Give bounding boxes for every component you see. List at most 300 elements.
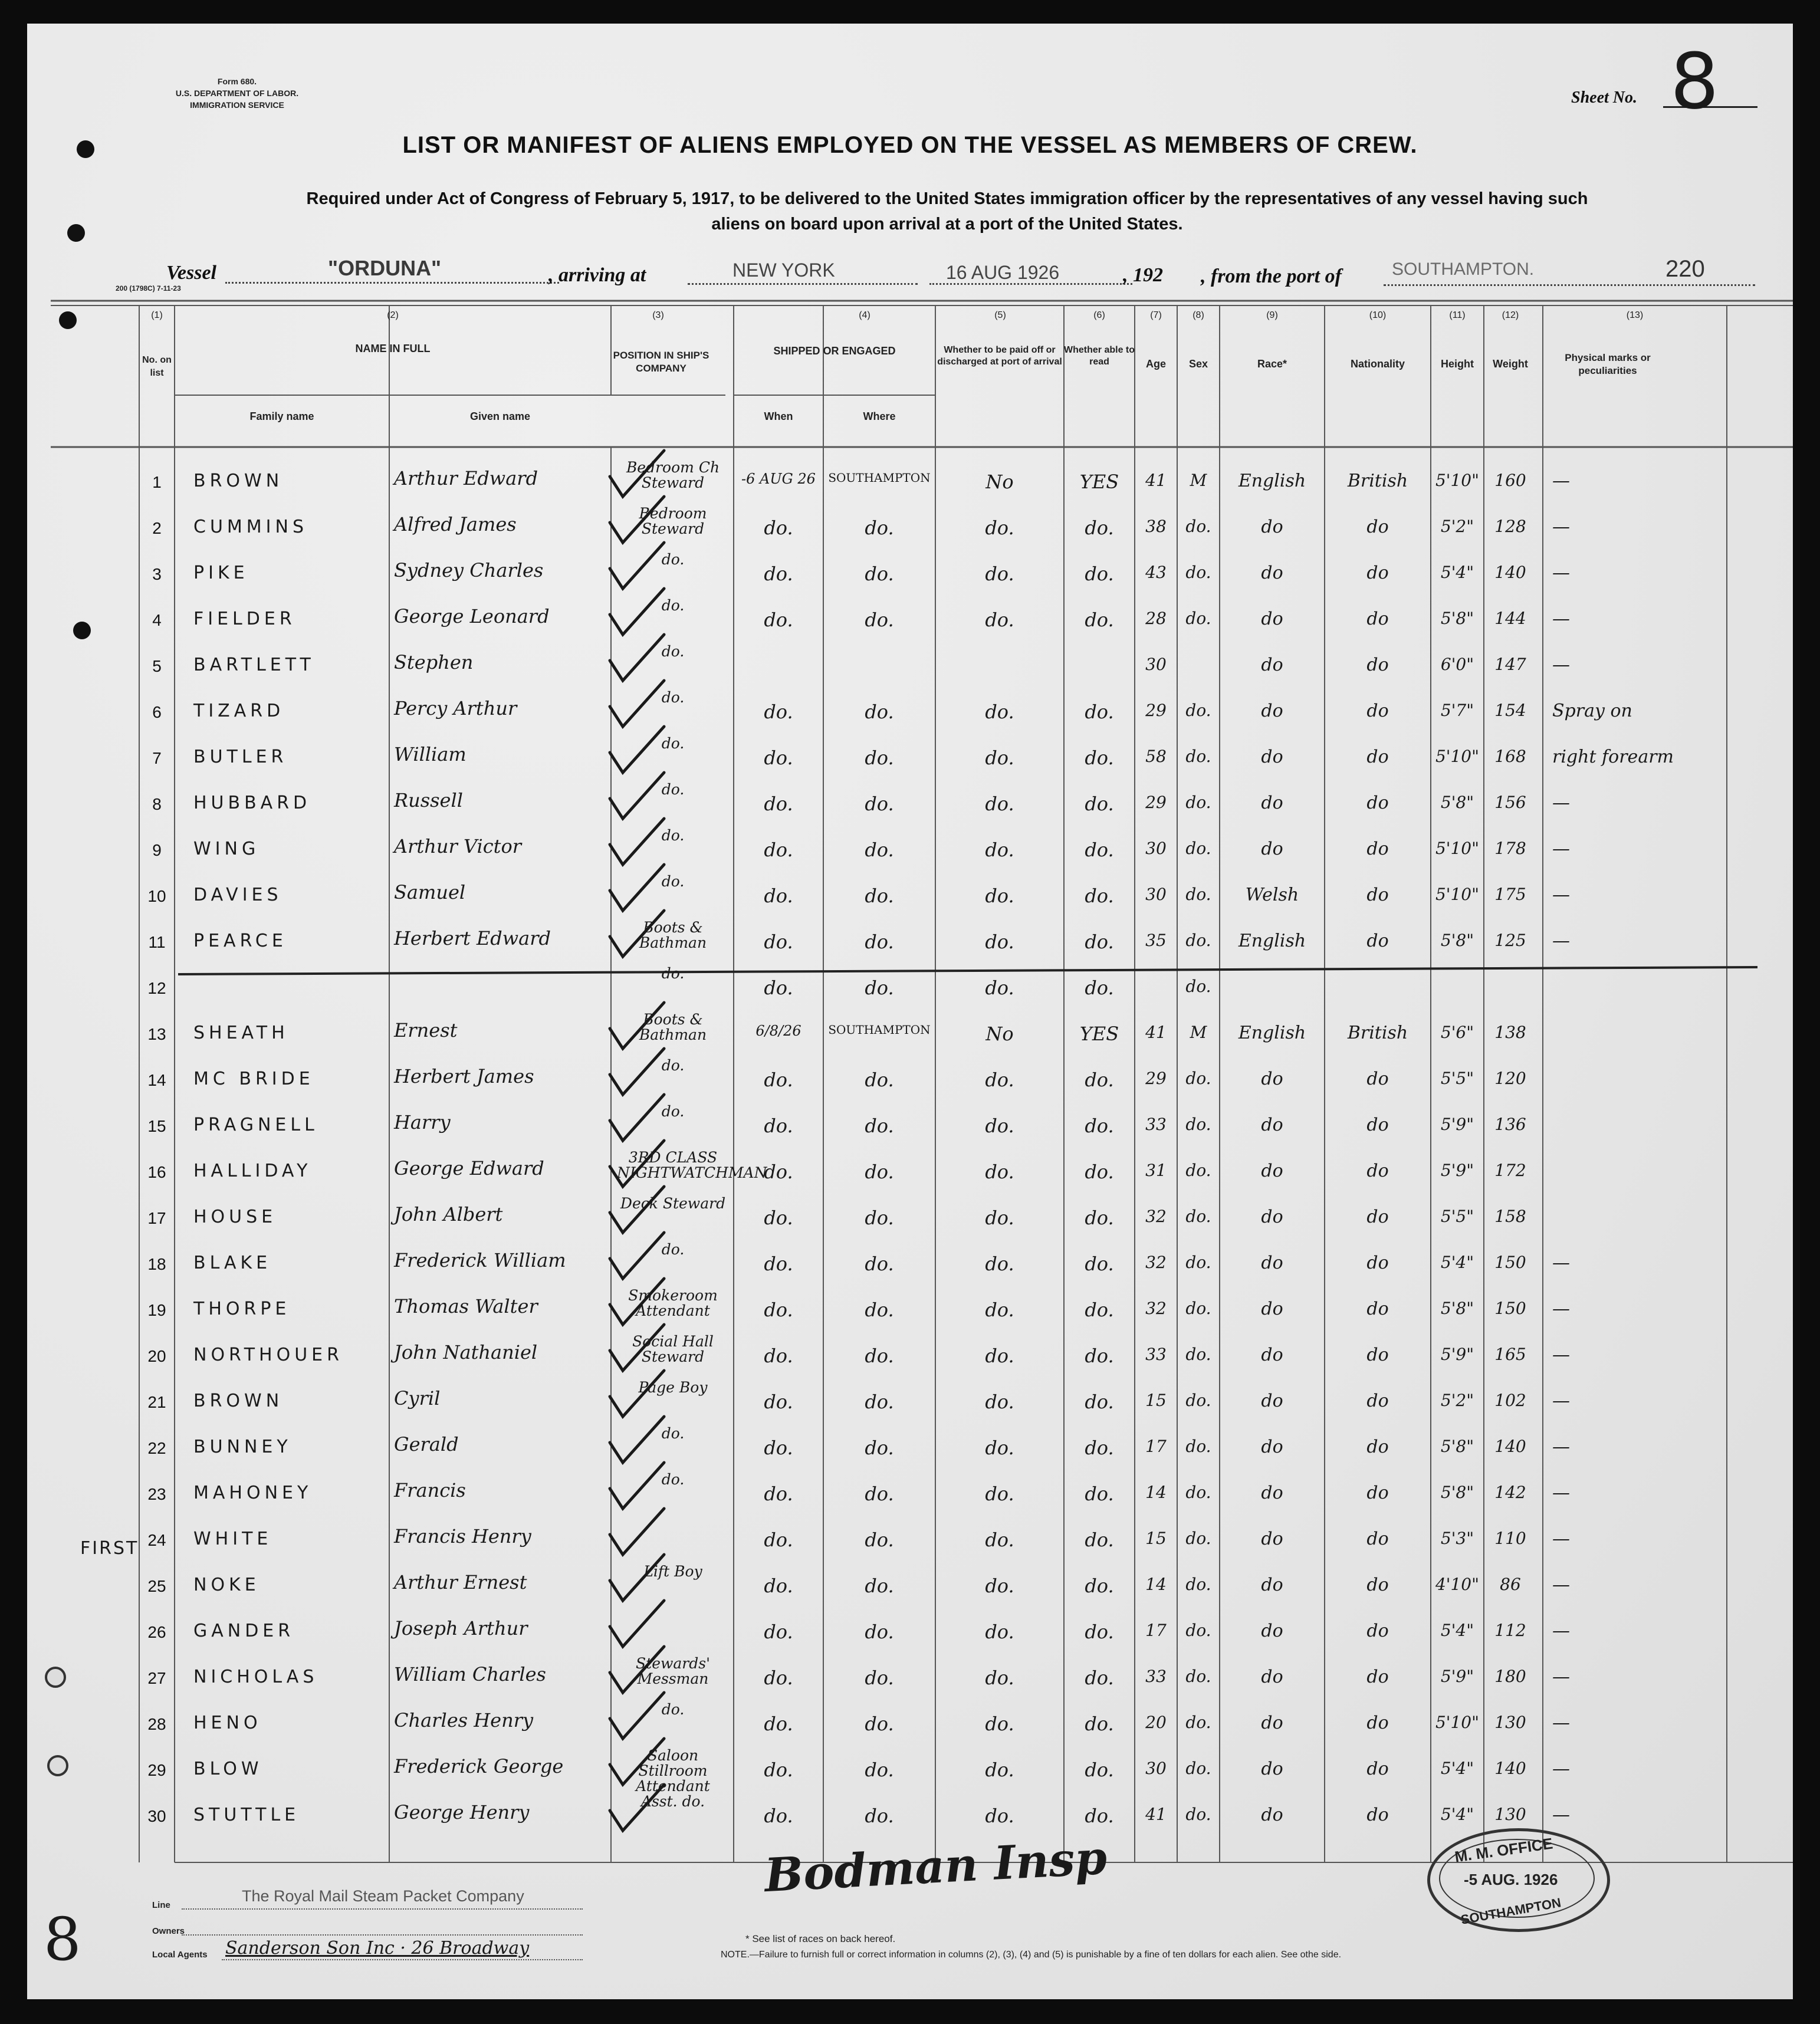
- nationality: British: [1347, 471, 1408, 491]
- race: do: [1261, 1253, 1283, 1273]
- weight: 120: [1494, 1069, 1526, 1088]
- age: 30: [1145, 885, 1167, 904]
- physical-marks: —: [1552, 931, 1570, 951]
- penalty-note: NOTE.—Failure to furnish full or correct information in columns (2), (3), (4) and (5) is punishable by a fine of ten dollars for each alien. See othe side.: [721, 1950, 1342, 1960]
- shipped-where: do.: [865, 517, 894, 539]
- check-marks: [576, 436, 699, 1840]
- position: do.: [661, 965, 685, 982]
- race: do: [1261, 747, 1283, 767]
- able-to-read: do.: [1085, 1621, 1114, 1643]
- given-name: Harry: [394, 1111, 451, 1133]
- shipped-when: do.: [764, 1345, 793, 1367]
- height: 5'4": [1440, 1621, 1474, 1640]
- height: 5'5": [1440, 1207, 1474, 1226]
- line-value: The Royal Mail Steam Packet Company: [242, 1887, 524, 1905]
- paid-off: do.: [985, 885, 1014, 907]
- sheet-number-footer: 8: [44, 1905, 81, 1974]
- height: 4'10": [1435, 1575, 1480, 1594]
- subtitle-line: Required under Act of Congress of February 5, 1917, to be delivered to the United States immigration officer by the representatives of any vessel having such: [306, 189, 1588, 208]
- age: 33: [1145, 1115, 1167, 1134]
- position: do.: [661, 781, 685, 798]
- position: do.: [661, 551, 685, 568]
- nationality: do: [1366, 1253, 1389, 1273]
- check-mark: [610, 911, 664, 957]
- sex: do.: [1185, 747, 1211, 766]
- sex: do.: [1185, 1759, 1211, 1778]
- column-number: (2): [387, 310, 399, 320]
- shipped-when: do.: [764, 977, 793, 999]
- age: 15: [1145, 1529, 1167, 1548]
- nationality: do: [1366, 1161, 1389, 1181]
- shipped-where: do.: [865, 1253, 894, 1275]
- header-when: When: [764, 410, 793, 422]
- nationality: do: [1366, 701, 1389, 721]
- races-note: * See list of races on back hereof.: [745, 1933, 896, 1944]
- race: English: [1238, 471, 1306, 491]
- nationality: do: [1366, 1299, 1389, 1319]
- position: do.: [661, 735, 685, 752]
- height: 5'4": [1440, 1805, 1474, 1824]
- local-agents: Sanderson Son Inc · 26 Broadway: [225, 1938, 530, 1959]
- shipped-when: do.: [764, 1575, 793, 1597]
- column-number: (11): [1449, 310, 1466, 320]
- weight: 136: [1494, 1115, 1526, 1134]
- paid-off: do.: [985, 1713, 1014, 1735]
- check-mark: [610, 1141, 664, 1187]
- sex: do.: [1185, 1575, 1211, 1594]
- age: 32: [1145, 1299, 1167, 1318]
- weight: 140: [1494, 1759, 1526, 1778]
- given-name: Cyril: [394, 1387, 441, 1409]
- stamp-top: M. M. OFFICE: [1453, 1834, 1554, 1866]
- physical-marks: —: [1552, 1345, 1570, 1365]
- column-number: (8): [1192, 310, 1204, 320]
- stamp-date: -5 AUG. 1926: [1464, 1871, 1558, 1888]
- shipped-when: do.: [764, 1805, 793, 1827]
- age: 28: [1145, 609, 1167, 628]
- nationality: do: [1366, 1667, 1389, 1687]
- height: 5'3": [1440, 1529, 1474, 1548]
- shipped-when: do.: [764, 1253, 793, 1275]
- shipped-where: SOUTHAMPTON: [828, 1023, 931, 1037]
- physical-marks: —: [1552, 471, 1570, 491]
- race: do: [1261, 701, 1283, 721]
- position: Saloon Stillroom Attendant: [636, 1747, 710, 1795]
- shipped-when: do.: [764, 839, 793, 861]
- shipped-where: do.: [865, 931, 894, 953]
- check-mark: [610, 1095, 664, 1141]
- paid-off: do.: [985, 609, 1014, 631]
- physical-marks: —: [1552, 1575, 1570, 1595]
- row-number: 4: [152, 611, 162, 629]
- sex: do.: [1185, 1161, 1211, 1180]
- height: 5'6": [1440, 1023, 1474, 1042]
- height: 5'2": [1440, 517, 1474, 536]
- row-number: 27: [147, 1669, 166, 1687]
- paid-off: do.: [985, 563, 1014, 585]
- row-number: 10: [147, 887, 166, 905]
- able-to-read: do.: [1085, 563, 1114, 585]
- paid-off: do.: [985, 1161, 1014, 1183]
- paid-off: do.: [985, 1759, 1014, 1781]
- check-mark: [610, 589, 664, 635]
- family-name: SHEATH: [193, 1023, 289, 1043]
- able-to-read: do.: [1085, 1437, 1114, 1459]
- nationality: do: [1366, 1115, 1389, 1135]
- shipped-where: do.: [865, 1759, 894, 1781]
- age: 58: [1145, 747, 1167, 766]
- department: U.S. DEPARTMENT OF LABOR.: [175, 88, 299, 98]
- family-name: NOKE: [193, 1575, 260, 1595]
- header-position: POSITION IN SHIP'S COMPANY: [613, 350, 709, 374]
- able-to-read: do.: [1085, 1207, 1114, 1229]
- shipped-where: do.: [865, 839, 894, 861]
- height: 5'8": [1440, 609, 1474, 628]
- check-mark: [610, 727, 664, 773]
- family-name: TIZARD: [193, 701, 285, 721]
- given-name: Russell: [394, 789, 463, 811]
- height: 5'10": [1435, 471, 1480, 490]
- header-name-in-full: NAME IN FULL: [355, 343, 431, 354]
- position: Asst. do.: [640, 1793, 705, 1810]
- shipped-when: do.: [764, 885, 793, 907]
- check-mark: [610, 865, 664, 911]
- sex: do.: [1185, 609, 1211, 628]
- row-number: 24: [147, 1531, 166, 1549]
- weight: 140: [1494, 563, 1526, 582]
- row-number: 8: [152, 795, 162, 813]
- position: do.: [661, 1701, 685, 1718]
- age: 30: [1145, 655, 1167, 674]
- family-name: BUNNEY: [193, 1437, 292, 1457]
- family-name: DAVIES: [193, 885, 282, 905]
- given-name: Joseph Arthur: [394, 1617, 528, 1639]
- given-name: Arthur Edward: [394, 467, 538, 489]
- check-mark: [610, 1693, 664, 1739]
- header-family-name: Family name: [249, 410, 314, 422]
- shipped-when: do.: [764, 1713, 793, 1735]
- check-mark: [610, 819, 664, 865]
- shipped-where: do.: [865, 1299, 894, 1321]
- given-name: Francis Henry: [394, 1525, 531, 1547]
- position: do.: [661, 1425, 685, 1442]
- age: 35: [1145, 931, 1167, 950]
- paid-off: do.: [985, 701, 1014, 723]
- physical-marks: —: [1552, 1621, 1570, 1641]
- column-number: (4): [859, 310, 870, 320]
- race: do: [1261, 1161, 1283, 1181]
- race: do: [1261, 1713, 1283, 1733]
- column-number: (6): [1093, 310, 1105, 320]
- weight: 110: [1494, 1529, 1526, 1548]
- physical-marks: right forearm: [1552, 747, 1674, 767]
- sex: do.: [1185, 1391, 1211, 1410]
- line-label: Line: [152, 1900, 170, 1910]
- weight: 150: [1494, 1299, 1526, 1318]
- weight: 130: [1494, 1805, 1526, 1824]
- shipped-where: do.: [865, 1575, 894, 1597]
- header-age: Age: [1145, 358, 1166, 370]
- sex: do.: [1185, 839, 1211, 858]
- shipped-where: do.: [865, 1667, 894, 1689]
- physical-marks: —: [1552, 793, 1570, 813]
- able-to-read: do.: [1085, 1759, 1114, 1781]
- nationality: do: [1366, 747, 1389, 767]
- age: 29: [1145, 793, 1167, 812]
- height: 5'8": [1440, 793, 1474, 812]
- family-name: PEARCE: [193, 931, 287, 951]
- sex: do.: [1185, 931, 1211, 950]
- paid-off: do.: [985, 1391, 1014, 1413]
- given-name: George Henry: [394, 1801, 530, 1823]
- shipped-when: do.: [764, 1161, 793, 1183]
- check-mark: [610, 1601, 664, 1647]
- able-to-read: do.: [1085, 1115, 1114, 1137]
- paid-off: do.: [985, 1069, 1014, 1091]
- race: English: [1238, 931, 1306, 951]
- shipped-when: do.: [764, 1299, 793, 1321]
- service: IMMIGRATION SERVICE: [190, 100, 284, 110]
- shipped-when: do.: [764, 1759, 793, 1781]
- nationality: do: [1366, 609, 1389, 629]
- given-name: Percy Arthur: [394, 697, 517, 719]
- paid-off: do.: [985, 1345, 1014, 1367]
- able-to-read: do.: [1085, 1483, 1114, 1505]
- family-name: PRAGNELL: [193, 1115, 318, 1135]
- header-where: Where: [863, 410, 896, 422]
- row-number: 30: [147, 1807, 166, 1825]
- header-weight: Weight: [1493, 358, 1528, 370]
- family-name: WHITE: [193, 1529, 272, 1549]
- row-number: 2: [152, 519, 162, 537]
- nationality: do: [1366, 931, 1389, 951]
- passenger-count: 220: [1665, 256, 1705, 282]
- row-number: 1: [152, 473, 162, 491]
- weight: 112: [1494, 1621, 1526, 1640]
- physical-marks: —: [1552, 517, 1570, 537]
- weight: 142: [1494, 1483, 1526, 1502]
- family-name: NORTHOUER: [193, 1345, 343, 1365]
- position: do.: [661, 597, 685, 614]
- height: 5'9": [1440, 1115, 1474, 1134]
- given-name: Stephen: [394, 651, 474, 673]
- family-name: BROWN: [193, 471, 284, 491]
- agents-label: Local Agents: [152, 1950, 208, 1960]
- row-number: 5: [152, 657, 162, 675]
- shipped-where: do.: [865, 1115, 894, 1137]
- able-to-read: do.: [1085, 1667, 1114, 1689]
- position: Bedroom Ch Steward: [626, 459, 720, 491]
- sex: do.: [1185, 1621, 1211, 1640]
- nationality: do: [1366, 1621, 1389, 1641]
- height: 5'10": [1435, 1713, 1480, 1732]
- check-mark: [610, 451, 664, 497]
- shipped-where: do.: [865, 747, 894, 769]
- position: Social Hall Steward: [632, 1333, 714, 1365]
- given-name: Thomas Walter: [394, 1295, 538, 1317]
- position: do.: [661, 827, 685, 844]
- owners-underline: [182, 1934, 583, 1936]
- sex: do.: [1185, 885, 1211, 904]
- able-to-read: do.: [1085, 701, 1114, 723]
- shipped-where: do.: [865, 1069, 894, 1091]
- paid-off: do.: [985, 1621, 1014, 1643]
- paid-off: do.: [985, 1207, 1014, 1229]
- family-name: BLOW: [193, 1759, 263, 1779]
- physical-marks: —: [1552, 1805, 1570, 1825]
- family-name: NICHOLAS: [193, 1667, 318, 1687]
- check-mark: [610, 1371, 664, 1417]
- race: do: [1261, 1759, 1283, 1779]
- height: 5'4": [1440, 563, 1474, 582]
- age: 30: [1145, 839, 1167, 858]
- race: Welsh: [1245, 885, 1299, 905]
- margin-first: FIRST: [80, 1538, 139, 1559]
- sex: do.: [1185, 1115, 1211, 1134]
- nationality: do: [1366, 1345, 1389, 1365]
- shipped-when: do.: [764, 1667, 793, 1689]
- from-port: SOUTHAMPTON.: [1392, 259, 1535, 279]
- shipped-when: do.: [764, 1621, 793, 1643]
- sheet-number: 8: [1670, 37, 1719, 126]
- sex: do.: [1185, 1483, 1211, 1502]
- position: do.: [661, 643, 685, 660]
- paid-off: do.: [985, 1253, 1014, 1275]
- shipped-where: do.: [865, 701, 894, 723]
- able-to-read: do.: [1085, 1575, 1114, 1597]
- race: do: [1261, 793, 1283, 813]
- column-number: (1): [151, 310, 163, 320]
- nationality: do: [1366, 1437, 1389, 1457]
- physical-marks: —: [1552, 563, 1570, 583]
- able-to-read: do.: [1085, 1713, 1114, 1735]
- able-to-read: do.: [1085, 1161, 1114, 1183]
- nationality: do: [1366, 1391, 1389, 1411]
- nationality: do: [1366, 655, 1389, 675]
- check-mark: [610, 681, 664, 727]
- shipped-when: do.: [764, 1437, 793, 1459]
- check-mark: [610, 773, 664, 819]
- sex: do.: [1185, 1529, 1211, 1548]
- age: 41: [1145, 471, 1167, 490]
- shipped-when: do.: [764, 931, 793, 953]
- paid-off: do.: [985, 747, 1014, 769]
- race: do: [1261, 1667, 1283, 1687]
- race: do: [1261, 839, 1283, 859]
- check-mark: [610, 497, 664, 543]
- position: Deck Steward: [620, 1195, 726, 1212]
- race: do: [1261, 1437, 1283, 1457]
- family-name: STUTTLE: [193, 1805, 300, 1825]
- race: do: [1261, 1805, 1283, 1825]
- shipped-when: do.: [764, 793, 793, 815]
- shipped-where: do.: [865, 1345, 894, 1367]
- given-name: Sydney Charles: [394, 559, 544, 581]
- paid-off: do.: [985, 931, 1014, 953]
- shipped-when: 6/8/26: [755, 1023, 801, 1039]
- height: 5'9": [1440, 1345, 1474, 1364]
- position: Bedroom Steward: [639, 505, 707, 537]
- shipped-where: do.: [865, 609, 894, 631]
- able-to-read: do.: [1085, 839, 1114, 861]
- given-name: Arthur Ernest: [394, 1571, 527, 1593]
- column-number: (13): [1626, 310, 1644, 320]
- nationality: do: [1366, 1759, 1389, 1779]
- weight: 175: [1494, 885, 1526, 904]
- family-name: HENO: [193, 1713, 262, 1733]
- given-name: John Albert: [394, 1203, 503, 1225]
- race: do: [1261, 1115, 1283, 1135]
- race: do: [1261, 1391, 1283, 1411]
- weight: 165: [1494, 1345, 1526, 1364]
- check-mark: [610, 1739, 664, 1785]
- shipped-when: do.: [764, 563, 793, 585]
- form-number: Form 680.: [217, 77, 257, 86]
- age: 14: [1145, 1575, 1167, 1594]
- age: 38: [1145, 517, 1167, 536]
- check-mark: [610, 1647, 664, 1693]
- weight: 102: [1494, 1391, 1526, 1410]
- able-to-read: do.: [1085, 1529, 1114, 1551]
- row-number: 29: [147, 1761, 166, 1779]
- check-mark: [610, 1279, 664, 1325]
- family-name: WING: [193, 839, 260, 859]
- header-physical-marks: Physical marks or peculiarities: [1565, 352, 1651, 376]
- paid-off: do.: [985, 793, 1014, 815]
- sex: do.: [1185, 1805, 1211, 1824]
- arriving-label: , arriving at: [548, 264, 646, 286]
- family-name: BROWN: [193, 1391, 284, 1411]
- given-name: Herbert Edward: [394, 927, 551, 949]
- row-number: 9: [152, 841, 162, 859]
- row-number: 19: [147, 1301, 166, 1319]
- check-mark: [610, 543, 664, 589]
- weight: 158: [1494, 1207, 1526, 1226]
- physical-marks: —: [1552, 1391, 1570, 1411]
- nationality: British: [1347, 1023, 1408, 1043]
- shipped-where: do.: [865, 1621, 894, 1643]
- check-mark: [610, 1187, 664, 1233]
- family-name: BLAKE: [193, 1253, 272, 1273]
- sex: do.: [1185, 1207, 1211, 1226]
- weight: 147: [1494, 655, 1526, 674]
- age: 33: [1145, 1667, 1167, 1686]
- able-to-read: do.: [1085, 977, 1114, 999]
- weight: 180: [1494, 1667, 1526, 1686]
- able-to-read: do.: [1085, 885, 1114, 907]
- height: 5'4": [1440, 1253, 1474, 1272]
- header-race: Race*: [1257, 358, 1287, 370]
- shipped-when: do.: [764, 1391, 793, 1413]
- shipped-when: do.: [764, 701, 793, 723]
- check-mark: [610, 635, 664, 681]
- paid-off: do.: [985, 1805, 1014, 1827]
- height: 5'8": [1440, 1299, 1474, 1318]
- race: do: [1261, 655, 1283, 675]
- weight: 150: [1494, 1253, 1526, 1272]
- weight: 140: [1494, 1437, 1526, 1456]
- shipped-where: do.: [865, 977, 894, 999]
- paid-off: do.: [985, 1483, 1014, 1505]
- position: Stewards' Messman: [636, 1655, 710, 1687]
- physical-marks: —: [1552, 1529, 1570, 1549]
- family-name: CUMMINS: [193, 517, 308, 537]
- paid-off: do.: [985, 1299, 1014, 1321]
- paid-off: do.: [985, 977, 1014, 999]
- given-name: Frederick William: [394, 1249, 566, 1271]
- weight: 125: [1494, 931, 1526, 950]
- manifest-page: [27, 24, 1793, 1999]
